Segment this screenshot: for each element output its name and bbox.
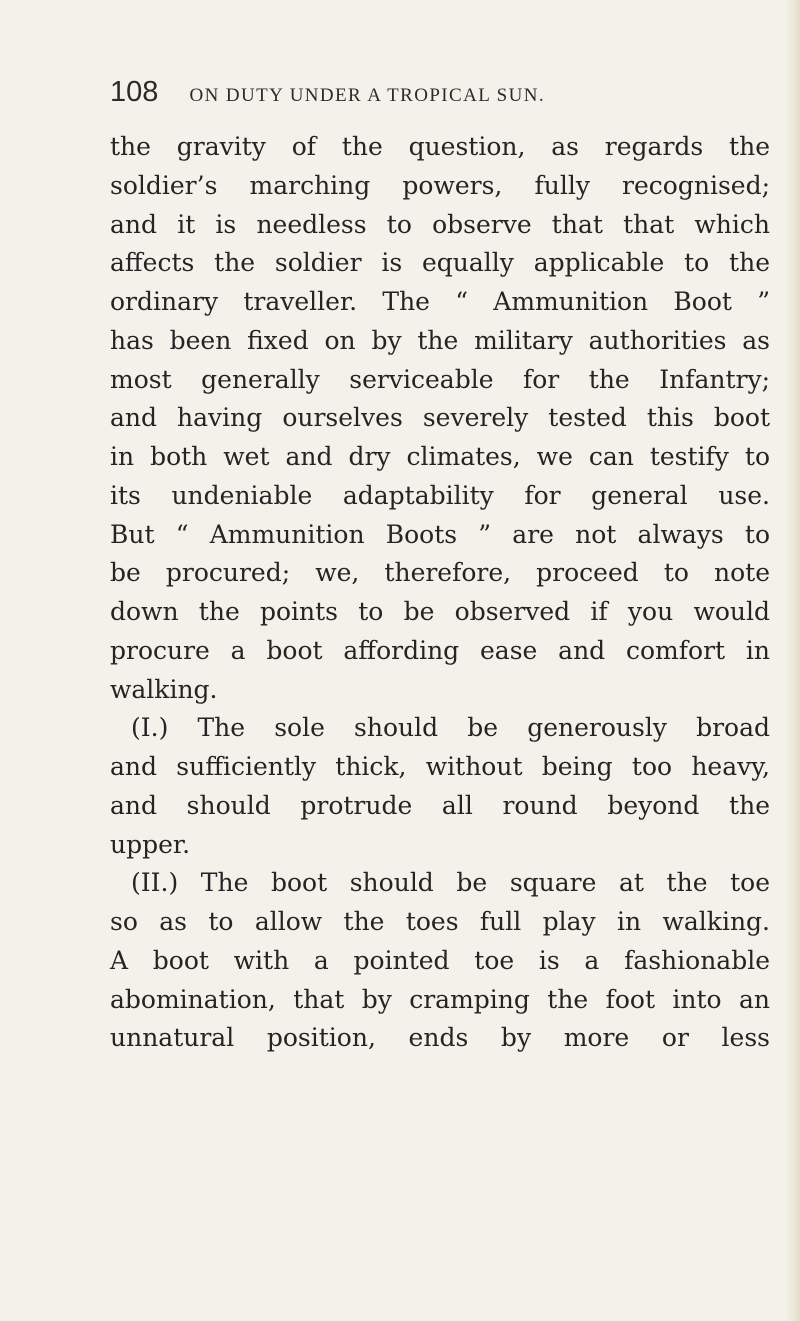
text-line: soldier’s marching powers, fully recognised; (110, 170, 770, 200)
text-line: walking. (110, 674, 218, 704)
text-line: A boot with a pointed toe is a fashionable (110, 945, 770, 975)
text-line: most generally serviceable for the Infantry; (110, 364, 770, 394)
text-line: affects the soldier is equally applicable to the (110, 248, 770, 278)
text-line: has been fixed on by the military authorities as (110, 325, 770, 355)
text-line: procure a boot affording ease and comfort in (110, 635, 770, 665)
text-line: in both wet and dry climates, we can testify to (110, 442, 770, 471)
text-line: down the points to be observed if you would (110, 597, 770, 626)
text-line: ordinary traveller. The “ Ammunition Boot ” (110, 287, 770, 316)
running-title: ON DUTY UNDER A TROPICAL SUN. (189, 85, 546, 106)
text-line: abomination, that by cramping the foot into an (110, 984, 770, 1014)
text-line: so as to allow the toes full play in walking. (110, 907, 770, 936)
text-line: the gravity of the question, as regards the (110, 132, 770, 161)
text-line: But “ Ammunition Boots ” are not always to (110, 519, 770, 549)
text-line: (II.) The boot should be square at the toe (131, 868, 770, 898)
text-line: and sufficiently thick, without being too heavy, (110, 752, 770, 781)
text-line: and it is needless to observe that that which (110, 209, 770, 239)
page-edge-shadow (786, 0, 800, 1321)
text-line: (I.) The sole should be generously broad (131, 713, 770, 743)
text-line: unnatural position, ends by more or less (110, 1023, 770, 1053)
page-number: 108 (110, 76, 159, 108)
body-text (110, 128, 770, 1058)
running-header (110, 76, 770, 108)
text-line: upper. (110, 829, 191, 859)
text-line: and having ourselves severely tested this boot (110, 403, 770, 433)
text-line: its undeniable adaptability for general use. (110, 480, 770, 510)
text-line: and should protrude all round beyond the (110, 790, 770, 820)
text-line: be procured; we, therefore, proceed to note (110, 558, 770, 588)
